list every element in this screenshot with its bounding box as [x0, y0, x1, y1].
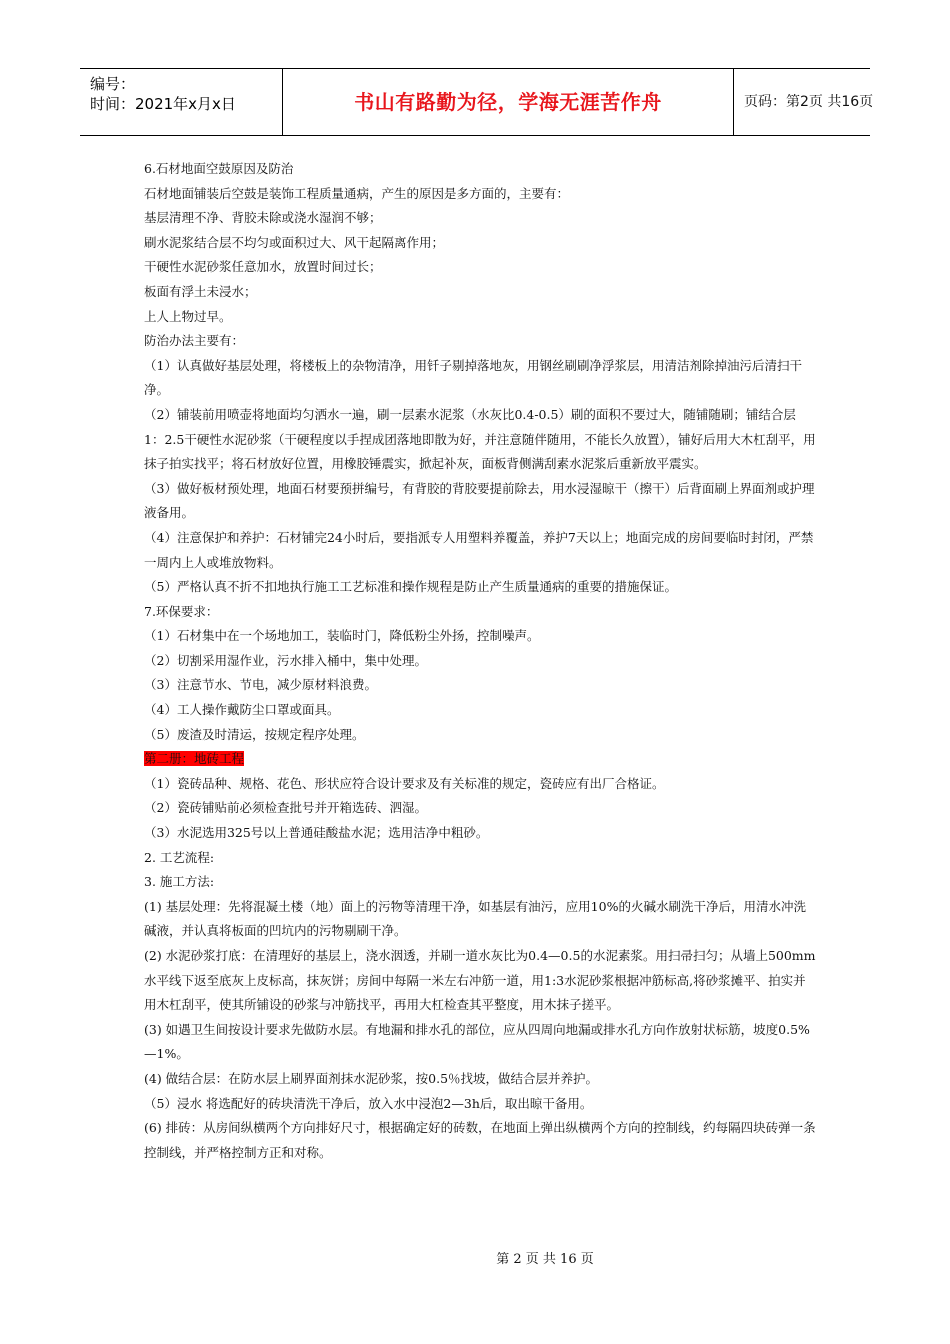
- section-heading-stone-hollowing: 6.石材地面空鼓原因及防治: [144, 161, 294, 176]
- time-label: 时间：2021年x月x日: [90, 95, 236, 113]
- paragraph: （5）废渣及时清运，按规定程序处理。: [144, 726, 365, 742]
- paragraph: （4）注意保护和养护：石材铺完24小时后，要指派专人用塑料养覆盖，养护7天以上；地面完成的房间要临时封闭，严禁一周内上人或堆放物料。: [144, 529, 814, 570]
- page-header: [80, 68, 874, 136]
- paragraph: （5）严格认真不折不扣地执行施工工艺标准和操作规程是防止产生质量通病的重要的措施保证。: [144, 579, 677, 595]
- paragraph: （1）认真做好基层处理，将楼板上的杂物清净，用钎子剔掉落地灰，用钢丝刷刷净浮浆层，用清洁剂除掉油污后清扫干净。: [144, 357, 802, 398]
- paragraph: (6) 排砖：从房间纵横两个方向排好尺寸，根据确定好的砖数，在地面上弹出纵横两个方向的控制线，约每隔四块砖弹一条控制线，并严格控制方正和对称。: [144, 1120, 816, 1160]
- number-label: 编号：: [90, 75, 136, 93]
- page-footer: 第 2 页 共 16 页: [496, 1252, 594, 1267]
- paragraph: （5）浸水 将选配好的砖块清洗干净后，放入水中浸泡2—3h后，取出晾干备用。: [144, 1095, 593, 1111]
- paragraph: 石材地面铺装后空鼓是装饰工程质量通病，产生的原因是多方面的，主要有：: [144, 185, 570, 201]
- section-heading-method: 3. 施工方法:: [144, 874, 215, 890]
- paragraph: （2）瓷砖铺贴前必须检查批号并开箱选砖、泗湿。: [144, 800, 427, 816]
- paragraph: （3）做好板材预处理，地面石材要预拼编号，有背胶的背胶要提前除去，用水浸湿晾干（擦干）后背面刷上界面剂或护理液备用。: [144, 480, 815, 521]
- paragraph: （2）铺装前用喷壶将地面均匀洒水一遍，刷一层素水泥浆（水灰比0.4-0.5）刷的面积不要过大，随铺随刷；铺结合层1：2.5干硬性水泥砂浆（干硬程度以手捏成团落地即散为好，并注意随伴随用，不能长久放置），铺好后用大木杠刮平，用抹子拍实找平；将石材放好位置，用橡胶锤震实，掀起补灰，面板背侧满刮素水泥浆后重新放平震实。: [144, 406, 816, 472]
- highlighted-heading: [144, 747, 816, 772]
- paragraph: (2) 水泥砂浆打底：在清理好的基层上，浇水洇透，并刷一道水灰比为0.4—0.5的水泥素浆。用扫帚扫匀；从墙上500mm水平线下返至底灰上皮标高，抹灰饼；房间中每隔一米左右冲筋一道，用1:3水泥砂浆根据冲筋标高,将砂浆摊平、拍实并用木杠刮平，使其所铺设的砂浆与冲筋找平，再用大杠检查其平整度，用木抹子搓平。: [144, 948, 816, 1013]
- paragraph: （3）水泥选用325号以上普通硅酸盐水泥；选用洁净中粗砂。: [144, 825, 489, 841]
- paragraph: 上人上物过早。: [144, 308, 232, 324]
- paragraph: 防治办法主要有：: [144, 333, 245, 349]
- section-heading-process: 2. 工艺流程:: [144, 849, 215, 865]
- section-heading-environment: 7.环保要求：: [144, 603, 219, 619]
- header-page-info: 页码：第2页 共16页: [744, 94, 874, 110]
- paragraph: （1）瓷砖品种、规格、花色、形状应符合设计要求及有关标准的规定，瓷砖应有出厂合格证。: [144, 775, 665, 791]
- paragraph: (3) 如遇卫生间按设计要求先做防水层。有地漏和排水孔的部位，应从四周向地漏或排水孔方向作放射状标筋，坡度0.5%—1%。: [144, 1021, 810, 1062]
- paragraph: 刷水泥浆结合层不均匀或面积过大、风干起隔离作用；: [144, 234, 445, 250]
- paragraph: （2）切割采用湿作业，污水排入桶中，集中处理。: [144, 652, 427, 668]
- paragraph: 干硬性水泥砂浆任意加水，放置时间过长；: [144, 259, 382, 275]
- header-meta: [80, 69, 282, 135]
- paragraph: 基层清理不净、背胶未除或浇水湿润不够；: [144, 210, 382, 226]
- paragraph: （4）工人操作戴防尘口罩或面具。: [144, 702, 340, 718]
- paragraph: 板面有浮土未浸水；: [144, 283, 257, 299]
- highlight-text: 第二册：地砖工程: [144, 751, 245, 767]
- paragraph: (1) 基层处理：先将混凝土楼（地）面上的污物等清理干净，如基层有油污，应用10%的火碱水刷洗干净后，用清水冲洗碱液，并认真将板面的凹坑内的污物剔刷干净。: [144, 898, 806, 939]
- document-body: [144, 157, 816, 1165]
- paragraph: （3）注意节水、节电，减少原材料浪费。: [144, 677, 377, 693]
- paragraph: （1）石材集中在一个场地加工，装临时门，降低粉尘外扬，控制噪声。: [144, 628, 540, 644]
- header-motto: 书山有路勤为径，学海无涯苦作舟: [282, 69, 734, 135]
- paragraph: (4) 做结合层：在防水层上刷界面剂抹水泥砂浆，按0.5％找坡，做结合层并养护。: [144, 1070, 599, 1086]
